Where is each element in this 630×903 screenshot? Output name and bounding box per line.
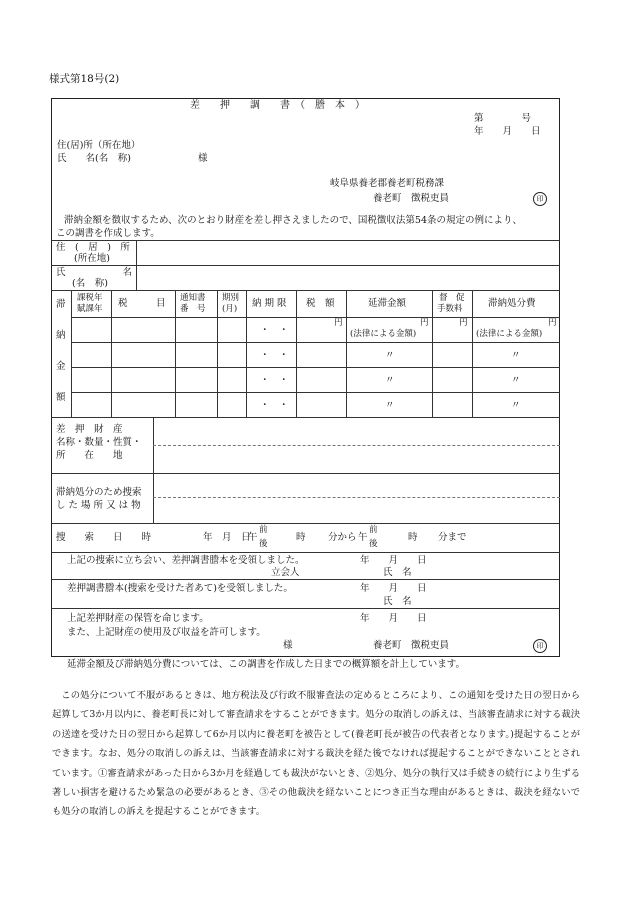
search-time-label: 捜 索 日 時 <box>56 532 152 543</box>
debtor-address-sub: (所在地) <box>74 253 110 264</box>
due-date-marks: ・ ・ <box>260 325 289 336</box>
delinquent-side-label-4: 額 <box>56 392 66 403</box>
header-installment-1: 期別 <box>222 293 240 303</box>
debtor-name-label: 氏 名 <box>56 267 133 278</box>
late-fee-unit: 円 <box>420 318 429 328</box>
due-date-marks: ・ ・ <box>260 375 289 386</box>
demand-fee-unit: 円 <box>459 318 468 328</box>
header-disposal-fee: 滞納処分費 <box>488 298 536 309</box>
custody-line-2: また、上記財産の使用及び収益を許可します。 <box>67 627 266 638</box>
seized-property-label-3: 所 在 地 <box>56 450 123 461</box>
custody-date: 年 月 日 <box>360 613 427 624</box>
ditto-mark: 〃 <box>385 375 395 386</box>
search-until-am-bottom: 後 <box>369 539 378 549</box>
addressee-name-label: 氏 名(名 称) <box>57 153 131 164</box>
document-title: 差 押 調 書 （ 謄 本 ） <box>190 100 365 111</box>
header-tax-item: 税 目 <box>118 298 166 309</box>
header-tax-amount: 税 額 <box>306 298 335 309</box>
issuing-officer: 養老町 徴税吏員 <box>373 193 450 204</box>
search-until-hour: 時 <box>408 532 418 543</box>
header-installment-2: (月) <box>222 304 238 314</box>
intro-line-2: この調書を作成します。 <box>56 228 160 239</box>
custody-officer: 養老町 徴税吏員 <box>373 640 450 651</box>
footnote: 延滞金額及び滞納処分費については、この調書を作成した日までの概算額を計上しています。 <box>67 659 466 670</box>
search-until-minute: 分まで <box>438 532 467 543</box>
witness-role: 立会人 <box>271 567 300 578</box>
delinquent-side-label-1: 滞 <box>56 299 66 310</box>
addressee-address-label: 住(居)所（所在地） <box>57 140 141 151</box>
search-from-am-bottom: 後 <box>259 539 268 549</box>
witness-date: 年 月 日 <box>360 555 427 566</box>
ditto-mark: 〃 <box>511 350 521 361</box>
disposal-fee-unit: 円 <box>548 318 557 328</box>
seized-property-label-1: 差 押 財 産 <box>56 424 123 435</box>
ditto-mark: 〃 <box>511 375 521 386</box>
header-year-2: 賦課年 <box>77 304 103 314</box>
seized-property-label-2: 名称・数量・性質・ <box>56 437 142 448</box>
form-number: 様式第18号(2) <box>49 73 120 85</box>
delinquent-side-label-3: 金 <box>56 361 66 372</box>
search-from-am: 午 <box>248 532 258 543</box>
delinquent-side-label-2: 納 <box>56 330 66 341</box>
header-demand-fee-2: 手数料 <box>437 304 463 314</box>
ditto-mark: 〃 <box>385 400 395 411</box>
receipt-name: 氏 名 <box>383 596 412 607</box>
search-from-hour: 時 <box>296 532 306 543</box>
document-number: 第 号 <box>474 113 532 124</box>
custody-honorific: 様 <box>283 640 293 651</box>
witness-statement: 上記の捜索に立ち会い、差押調書謄本を受領しました。 <box>67 555 305 566</box>
custody-line-1: 上記差押財産の保管を命じます。 <box>67 613 209 624</box>
intro-line-1: 滞納金額を徴収するため、次のとおり財産を差し押さえましたので、国税徴収法第54条の規定の例により、 <box>64 215 523 226</box>
receipt-statement: 差押調書謄本(捜索を受けた者あて)を受領しました。 <box>67 583 293 594</box>
search-place-label-2: し た 場 所 又 は 物 <box>56 500 141 511</box>
receipt-date: 年 月 日 <box>360 583 427 594</box>
header-notice-no-1: 通知書 <box>180 293 206 303</box>
ditto-mark: 〃 <box>385 350 395 361</box>
seal-mark: 印 <box>533 192 547 206</box>
due-date-marks: ・ ・ <box>260 350 289 361</box>
header-due-date: 納 期 限 <box>252 298 287 309</box>
due-date-marks: ・ ・ <box>260 400 289 411</box>
issuing-office: 岐阜県養老郡養老町税務課 <box>330 178 445 189</box>
header-demand-fee-1: 督 促 <box>439 293 465 303</box>
document-date: 年 月 日 <box>474 126 541 137</box>
ditto-mark: 〃 <box>511 400 521 411</box>
search-until-am: 午 <box>358 532 368 543</box>
late-fee-by-law: (法律による金額) <box>350 329 417 339</box>
header-notice-no-2: 番 号 <box>180 304 206 314</box>
search-place-label-1: 滞納処分のため捜索 <box>56 487 142 498</box>
search-date: 年 月 日 <box>203 532 251 543</box>
header-year-1: 課税年 <box>77 293 103 303</box>
debtor-name-sub: (名 称) <box>72 278 108 289</box>
search-until-am-top: 前 <box>369 525 378 535</box>
debtor-address-label: 住 ( 居 ) 所 <box>56 242 130 253</box>
seal-mark: 印 <box>533 639 547 653</box>
seizure-record-form <box>51 98 560 657</box>
search-from-am-top: 前 <box>259 525 268 535</box>
witness-name: 氏 名 <box>383 567 412 578</box>
header-late-fee: 延滞金額 <box>368 298 407 309</box>
search-from-minute: 分から <box>328 532 357 543</box>
addressee-honorific: 様 <box>198 153 208 164</box>
disposal-fee-by-law: (法律による金額) <box>476 329 543 339</box>
appeal-notice: この処分について不服があるときは、地方税法及び行政不服審査法の定めるところにより、この通知を受けた日の翌日から起算して3か月以内に、養老町長に対して審査請求をすることができます。処分の取消しの訴えは、当該審査請求に対する裁決の送達を受けた日の翌日から起算して6か月以内に養老町を被告として(養老町長が被告の代表者となります。)提起することができます。なお、処分の取消しの訴えは、当該審査請求に対する裁決を経た後でなければ提起することができないこととされています。①審査請求があった日から3か月を経過しても裁決がないとき、②処分、処分の執行又は手続きの続行により生ずる著しい損害を避けるため緊急の必要があるとき、③その他裁決を経ないことにつき正当な理由があるときは、裁決を経ないでも処分の取消しの訴えを提起することができます。 <box>52 690 580 818</box>
tax-amount-unit: 円 <box>334 318 343 328</box>
